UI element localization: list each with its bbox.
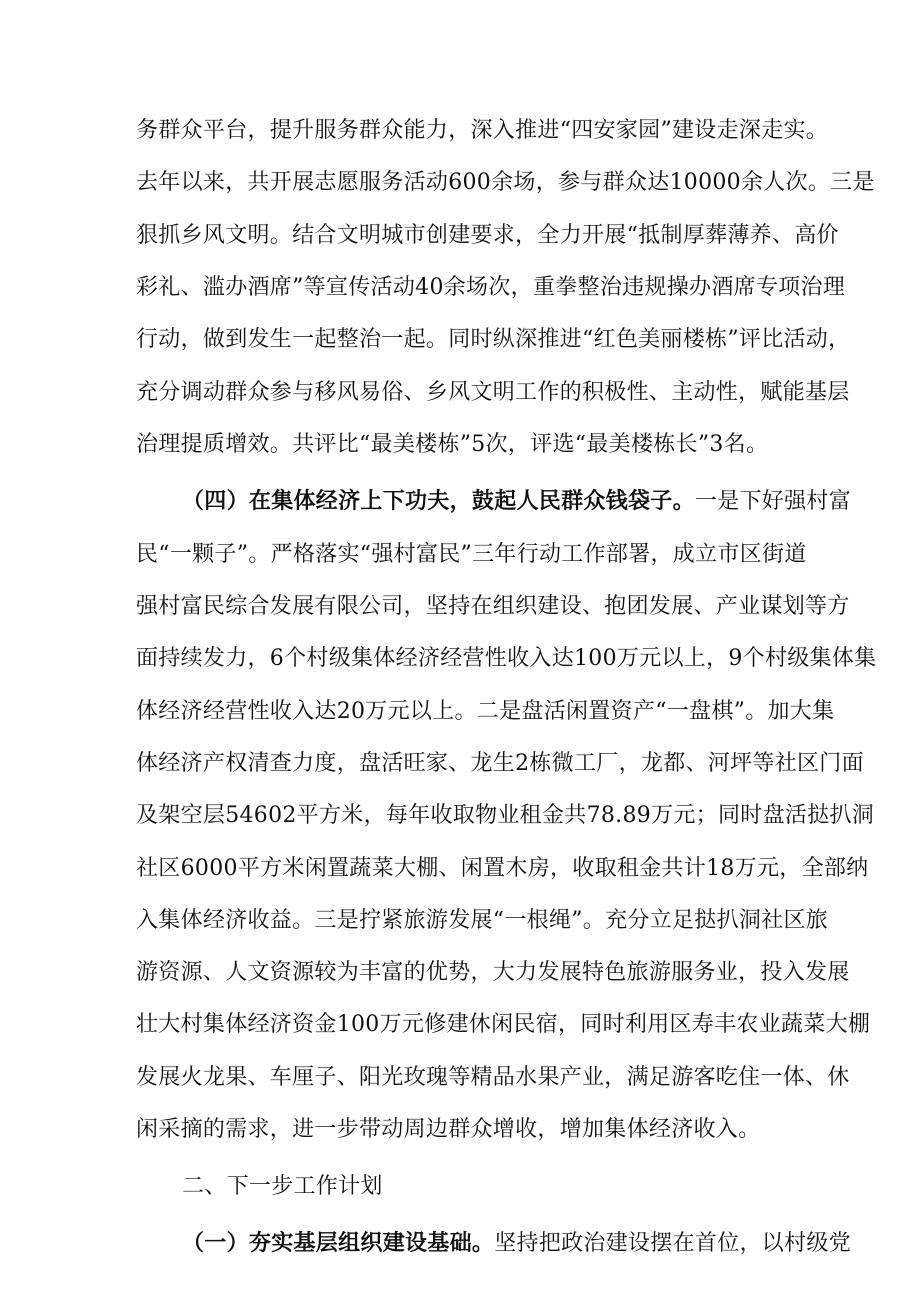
text-span: 坚持把政治建设摆在首位，以村级党 xyxy=(494,1231,852,1256)
text-line: 去年以来，共开展志愿服务活动600余场，参与群众达10000余人次。三是 xyxy=(136,170,875,195)
paragraph-first-line xyxy=(182,487,852,517)
text-line: 及架空层54602平方米，每年收取物业租金共78.89万元；同时盘活挞扒洞 xyxy=(136,803,875,828)
text-line: 体经济经营性收入达20万元以上。二是盘活闲置资产“一盘棋”。加大集 xyxy=(136,699,835,724)
text-line: 务群众平台，提升服务群众能力，深入推进“四安家园”建设走深走实。 xyxy=(136,118,829,143)
text-line: 强村富民综合发展有限公司，坚持在组织建设、抱团发展、产业谋划等方 xyxy=(136,594,850,619)
text-line: 民“一颗子”。严格落实“强村富民”三年行动工作部署，成立市区街道 xyxy=(136,542,807,567)
text-line: 壮大村集体经济资金100万元修建休闲民宿，同时利用区寿丰农业蔬菜大棚 xyxy=(136,1012,871,1037)
text-span: 一是下好强村富 xyxy=(694,489,852,514)
text-line: 体经济产权清查力度，盘活旺家、龙生2栋微工厂，龙都、河坪等社区门面 xyxy=(136,751,864,776)
text-line: 充分调动群众参与移风易俗、乡风文明工作的积极性、主动性，赋能基层 xyxy=(136,380,850,405)
section-heading-2: 二、下一步工作计划 xyxy=(182,1174,383,1199)
subsection-heading-1: （一）夯实基层组织建设基础。 xyxy=(182,1231,495,1256)
text-line: 治理提质增效。共评比“最美楼栋”5次，评选“最美楼栋长”3名。 xyxy=(136,432,769,457)
text-line: 面持续发力，6个村级集体经济经营性收入达100万元以上，9个村级集体集 xyxy=(136,646,877,671)
text-line: 入集体经济收益。三是拧紧旅游发展“一根绳”。充分立足挞扒洞社区旅 xyxy=(136,908,829,933)
text-line: 行动，做到发生一起整治一起。同时纵深推进“红色美丽楼栋”评比活动， xyxy=(136,327,851,352)
text-line: 社区6000平方米闲置蔬菜大棚、闲置木房，收取租金共计18万元，全部纳 xyxy=(136,856,869,881)
text-line: 彩礼、滥办酒席”等宣传活动40余场次，重拳整治违规操办酒席专项治理 xyxy=(136,275,846,300)
text-line: 狠抓乡风文明。结合文明城市创建要求，全力开展“抵制厚葬薄养、高价 xyxy=(136,223,839,248)
text-line: 游资源、人文资源较为丰富的优势，大力发展特色旅游服务业，投入发展 xyxy=(136,960,850,985)
paragraph-first-line xyxy=(182,1229,852,1259)
text-line: 闲采摘的需求，进一步带动周边群众增收，增加集体经济收入。 xyxy=(136,1117,761,1142)
text-line: 发展火龙果、车厘子、阳光玫瑰等精品水果产业，满足游客吃住一体、休 xyxy=(136,1065,850,1090)
section-heading-4: （四）在集体经济上下功夫，鼓起人民群众钱袋子。 xyxy=(182,489,695,514)
